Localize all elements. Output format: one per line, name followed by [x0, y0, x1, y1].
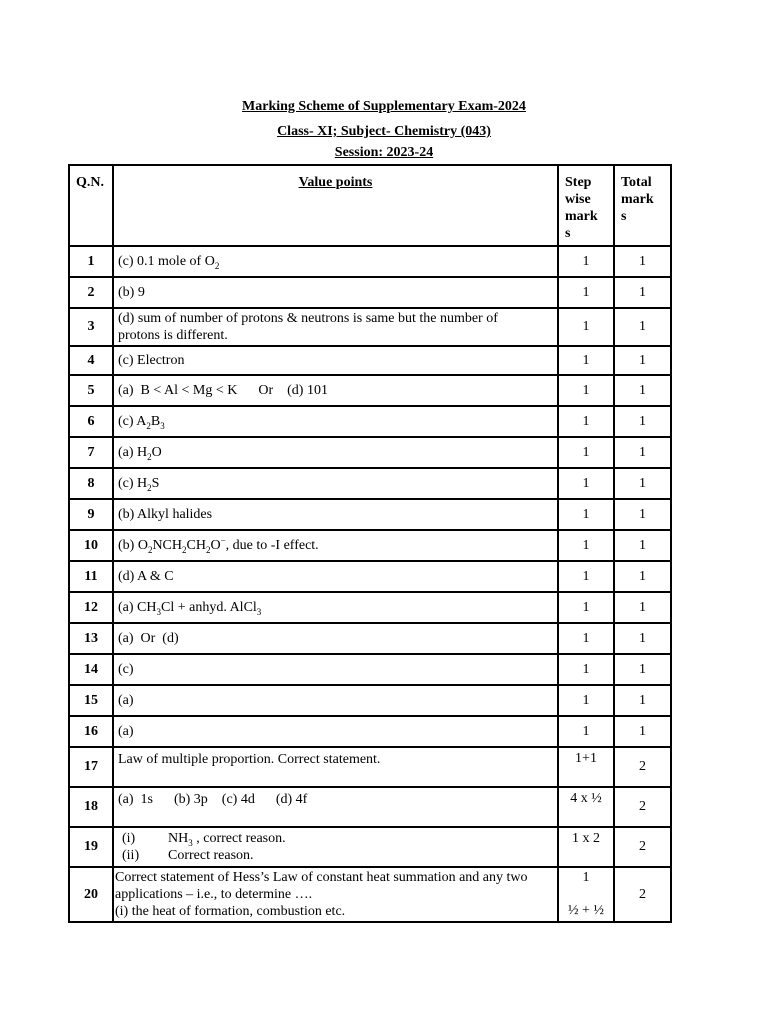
total-marks: 2 — [614, 747, 671, 787]
step-marks: 1 — [558, 246, 614, 277]
step-marks: 1+1 — [558, 747, 614, 787]
marking-table — [68, 164, 672, 923]
question-number: 9 — [69, 499, 113, 530]
value-point: (a) B < Al < Mg < K Or (d) 101 — [113, 375, 558, 406]
total-marks: 1 — [614, 623, 671, 654]
value-point: Correct statement of Hess’s Law of constant heat summation and any two applications – i.e., to determine …. (i) the heat of formation, combustion etc. — [113, 867, 558, 922]
step-marks: 1 — [558, 685, 614, 716]
value-point: (c) $H_2S$ — [113, 468, 558, 499]
total-marks: 1 — [614, 437, 671, 468]
total-marks: 2 — [614, 867, 671, 922]
col-header-value-points: Value points — [113, 165, 558, 246]
step-header-line: mark — [565, 209, 598, 224]
question-number: 10 — [69, 530, 113, 561]
step-marks: 1 — [558, 437, 614, 468]
step-marks: 1 — [558, 592, 614, 623]
question-number: 15 — [69, 685, 113, 716]
table-row — [69, 561, 671, 592]
session: Session: 2023-24 — [334, 145, 434, 160]
question-number: 1 — [69, 246, 113, 277]
question-number: 19 — [69, 827, 113, 867]
step-marks: 1 — [558, 375, 614, 406]
total-header-line: mark — [621, 192, 654, 207]
value-point: (b) $O_2NCH_2CH_2O^-$, due to -I effect. — [113, 530, 558, 561]
question-number: 16 — [69, 716, 113, 747]
table-row — [69, 346, 671, 375]
value-point: (b) Alkyl halides — [113, 499, 558, 530]
question-number: 3 — [69, 308, 113, 346]
table-row — [69, 747, 671, 787]
table-row — [69, 623, 671, 654]
total-marks: 1 — [614, 375, 671, 406]
question-number: 5 — [69, 375, 113, 406]
value-point: (b) 9 — [113, 277, 558, 308]
question-number: 14 — [69, 654, 113, 685]
col-header-qn: Q.N. — [69, 165, 113, 246]
total-marks: 1 — [614, 308, 671, 346]
step-marks: 1 — [558, 530, 614, 561]
value-point: (c) — [113, 654, 558, 685]
value-point: (a) 1s (b) 3p (c) 4d (d) 4f — [113, 787, 558, 827]
table-header-row — [69, 165, 671, 246]
total-marks: 1 — [614, 246, 671, 277]
document-title: Marking Scheme of Supplementary Exam-2024 — [242, 99, 526, 114]
value-point: (a) $CH_3Cl$ + anhyd. AlCl$_3$ — [113, 592, 558, 623]
step-marks: 1 — [558, 468, 614, 499]
step-marks: 1 x 2 — [558, 827, 614, 867]
total-marks: 1 — [614, 592, 671, 623]
class-subject: Class- XI; Subject- Chemistry (043) — [277, 124, 491, 139]
value-point: Law of multiple proportion. Correct statement. — [113, 747, 558, 787]
table-row — [69, 867, 671, 922]
step-marks: 1 — [558, 406, 614, 437]
total-marks: 1 — [614, 499, 671, 530]
table-row — [69, 827, 671, 867]
table-row — [69, 375, 671, 406]
value-point: (c) 0.1 mole of $O_2$ — [113, 246, 558, 277]
step-marks: 1 — [558, 623, 614, 654]
step-marks: 1 — [558, 277, 614, 308]
total-marks: 1 — [614, 277, 671, 308]
step-marks: 1 — [558, 654, 614, 685]
total-marks: 1 — [614, 561, 671, 592]
table-row — [69, 406, 671, 437]
table-row — [69, 437, 671, 468]
total-marks: 1 — [614, 530, 671, 561]
total-header-line: s — [621, 209, 627, 224]
total-marks: 1 — [614, 654, 671, 685]
step-marks: 1 — [558, 308, 614, 346]
value-point: (c) $A_2B_3$ — [113, 406, 558, 437]
value-point: (a) — [113, 685, 558, 716]
table-row — [69, 277, 671, 308]
question-number: 4 — [69, 346, 113, 375]
step-marks: 1 ½ + ½ — [558, 867, 614, 922]
question-number: 20 — [69, 867, 113, 922]
question-number: 18 — [69, 787, 113, 827]
value-point: (d) sum of number of protons & neutrons is same but the number of protons is different. — [113, 308, 558, 346]
table-row — [69, 716, 671, 747]
table-row — [69, 468, 671, 499]
step-marks: 1 — [558, 716, 614, 747]
total-marks: 2 — [614, 827, 671, 867]
value-point: (d) A & C — [113, 561, 558, 592]
total-header-line: Total — [621, 175, 652, 190]
total-marks: 1 — [614, 716, 671, 747]
table-row — [69, 685, 671, 716]
total-marks: 2 — [614, 787, 671, 827]
table-row — [69, 246, 671, 277]
table-row — [69, 499, 671, 530]
table-row — [69, 308, 671, 346]
table-row — [69, 592, 671, 623]
step-marks: 4 x ½ — [558, 787, 614, 827]
question-number: 7 — [69, 437, 113, 468]
col-header-total-marks — [614, 165, 671, 246]
step-header-line: Step — [565, 175, 592, 190]
step-header-line: s — [565, 226, 571, 241]
table-row — [69, 787, 671, 827]
value-point: (a) — [113, 716, 558, 747]
total-marks: 1 — [614, 685, 671, 716]
total-marks: 1 — [614, 406, 671, 437]
value-point: (i) $NH_3$ , correct reason. (ii) Correct reason. — [113, 827, 558, 867]
col-header-step-marks — [558, 165, 614, 246]
question-number: 17 — [69, 747, 113, 787]
step-marks: 1 — [558, 561, 614, 592]
value-point: (c) Electron — [113, 346, 558, 375]
question-number: 8 — [69, 468, 113, 499]
table-row — [69, 530, 671, 561]
question-number: 6 — [69, 406, 113, 437]
table-row — [69, 654, 671, 685]
total-marks: 1 — [614, 346, 671, 375]
question-number: 13 — [69, 623, 113, 654]
step-header-line: wise — [565, 192, 591, 207]
step-marks: 1 — [558, 346, 614, 375]
question-number: 11 — [69, 561, 113, 592]
question-number: 12 — [69, 592, 113, 623]
question-number: 2 — [69, 277, 113, 308]
value-point: (a) Or (d) — [113, 623, 558, 654]
step-marks: 1 — [558, 499, 614, 530]
total-marks: 1 — [614, 468, 671, 499]
value-point: (a) $H_2O$ — [113, 437, 558, 468]
